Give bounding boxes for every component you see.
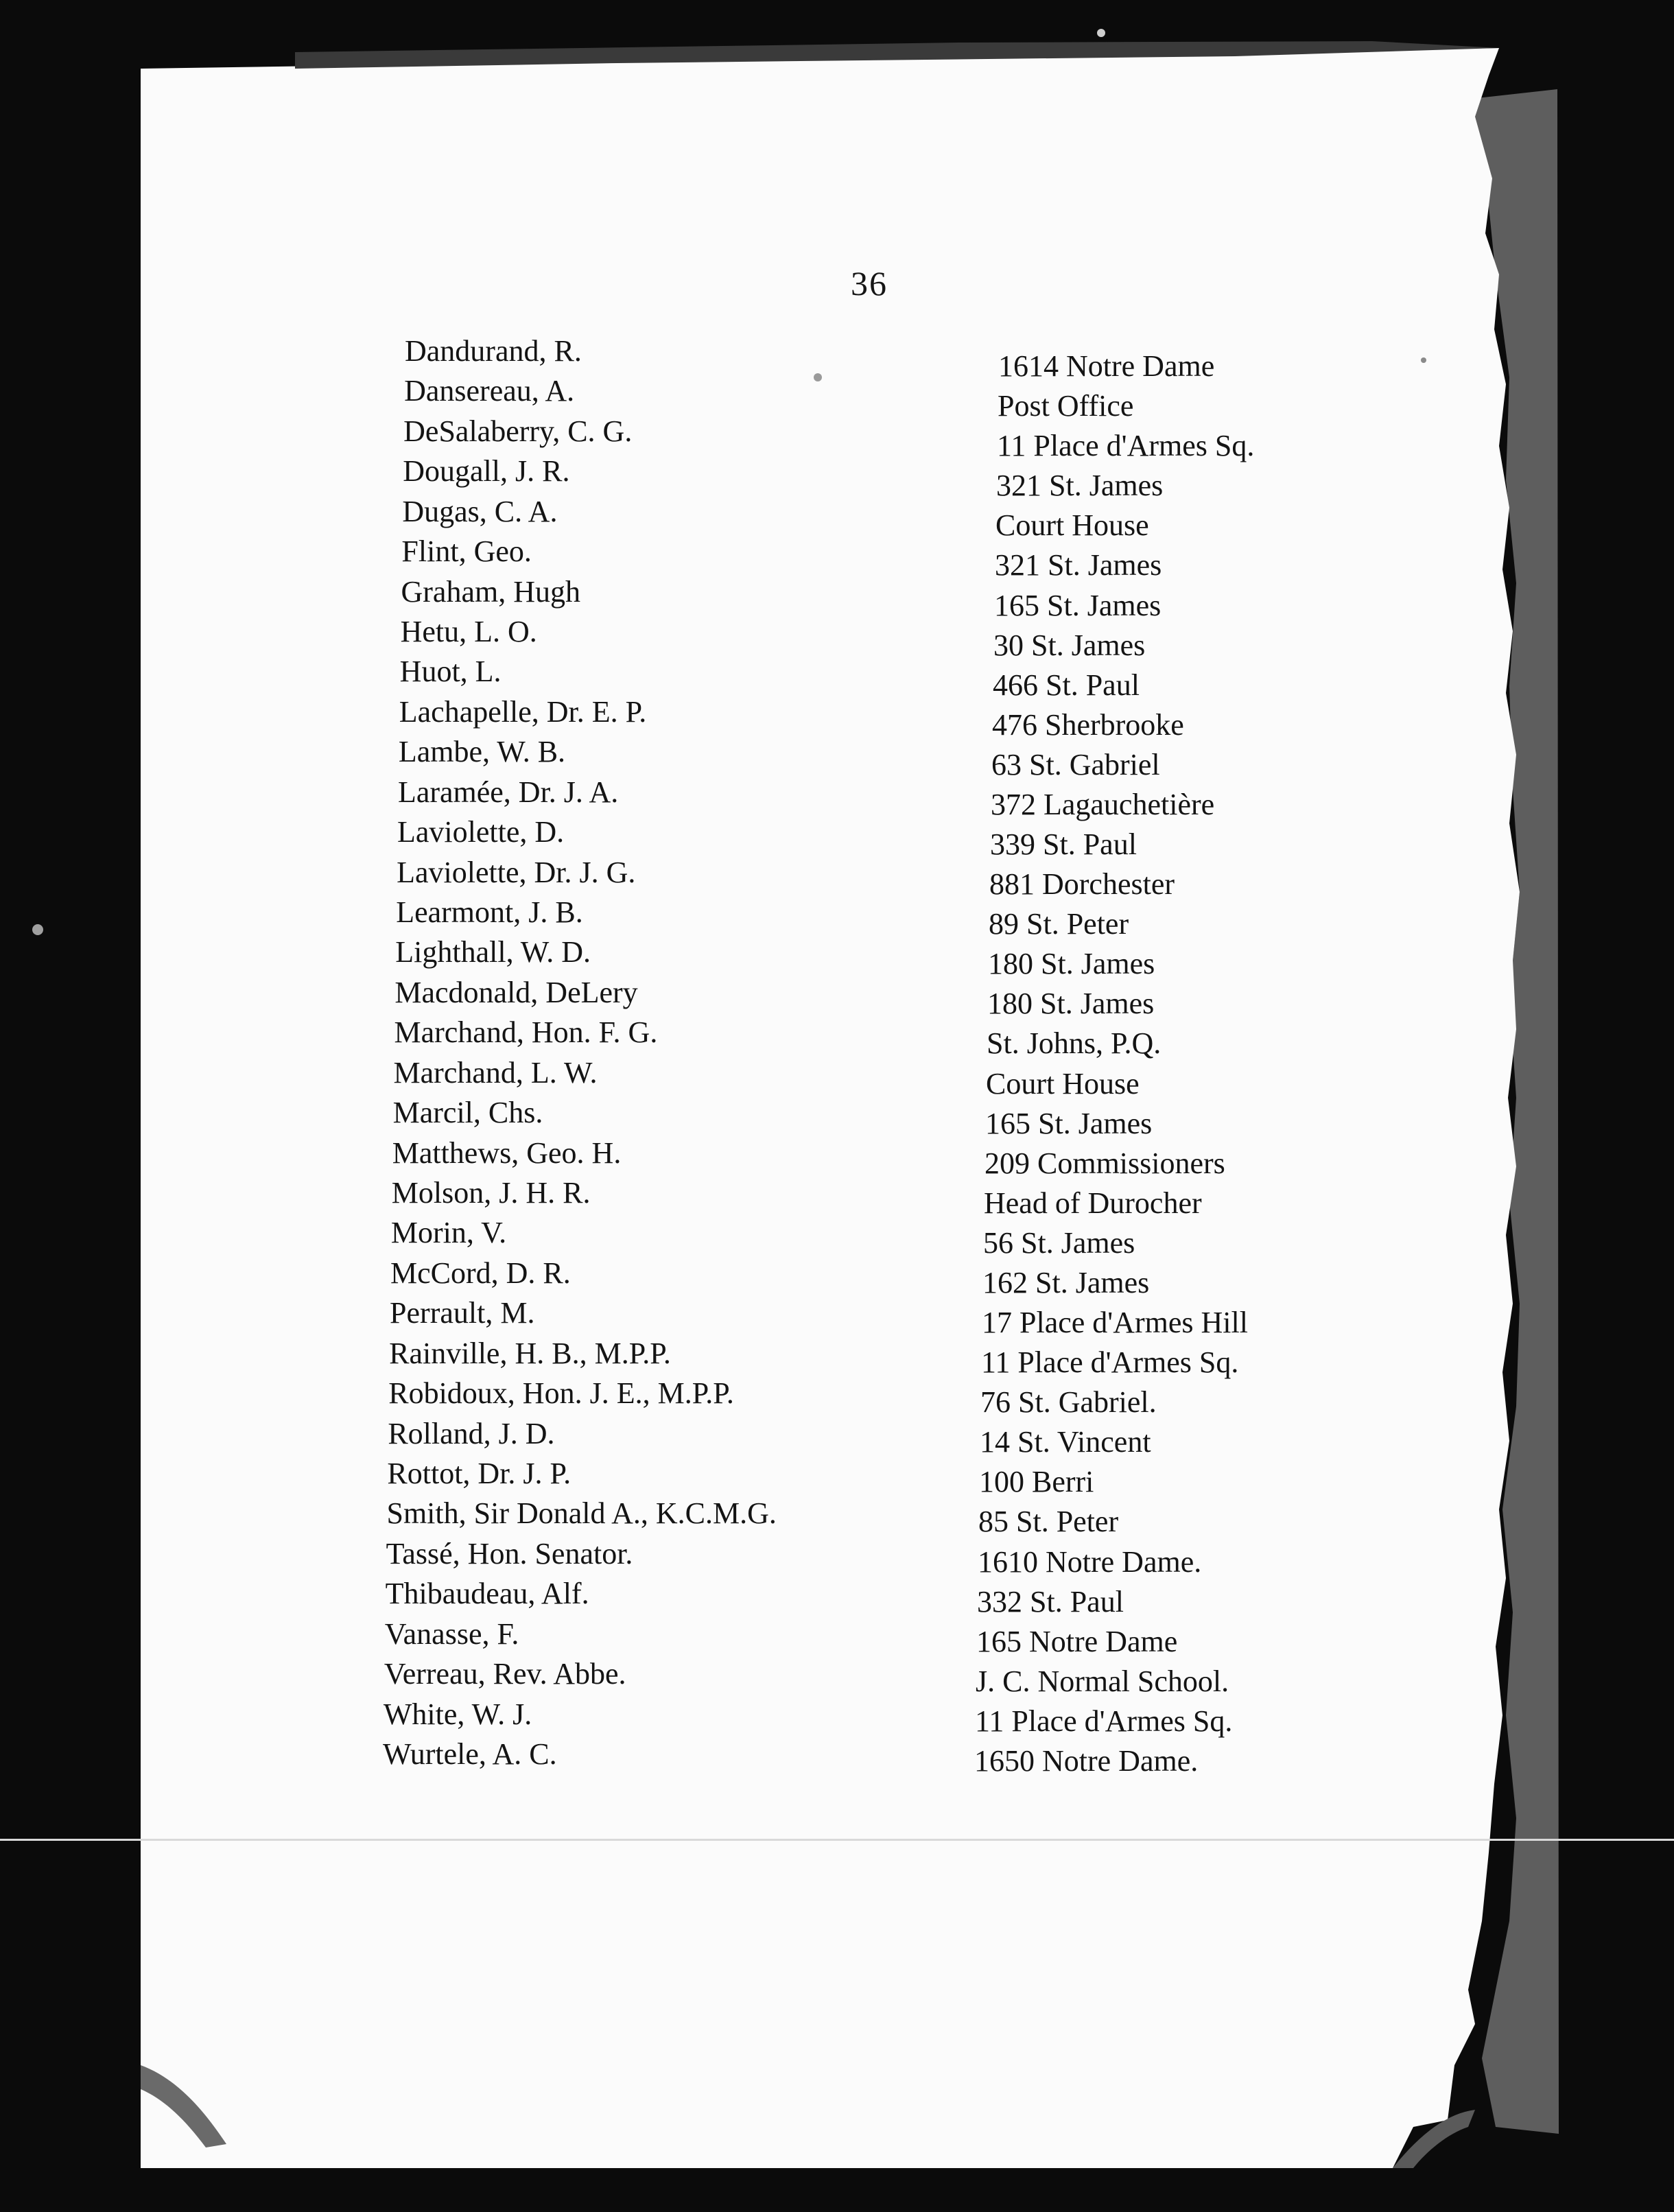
entry-address: Court House [995,508,1149,543]
entry-name: White, W. J. [383,1697,532,1731]
entry-name: Hetu, L. O. [400,615,537,648]
entry-name: Macdonald, DeLery [394,975,638,1009]
entry-address: 321 St. James [995,548,1162,583]
entry-name: Lighthall, W. D. [395,935,591,969]
entry-address: 11 Place d'Armes Sq. [975,1704,1233,1738]
entry-address: 165 Notre Dame [976,1624,1178,1658]
entry-address: 209 Commissioners [985,1146,1225,1180]
entry-address: 1650 Notre Dame. [974,1744,1199,1778]
entry-address: 1610 Notre Dame. [978,1544,1202,1579]
entry-address: 100 Berri [979,1465,1094,1499]
entry-name: Vanasse, F. [384,1616,519,1651]
entry-name: Dandurand, R. [405,334,582,368]
entry-address: 332 St. Paul [977,1584,1124,1619]
entry-address: Post Office [998,389,1134,423]
entry-name: Smith, Sir Donald A., K.C.M.G. [386,1496,777,1531]
entry-name: Laviolette, Dr. J. G. [397,855,636,889]
entry-address: 165 St. James [985,1106,1153,1140]
entry-address: 339 St. Paul [990,827,1137,862]
entry-address: 17 Place d'Armes Hill [982,1306,1248,1340]
entry-address: 881 Dorchester [989,867,1175,902]
entry-address: 476 Sherbrooke [992,707,1184,742]
entry-name: Dougall, J. R. [403,454,570,489]
entry-address: 180 St. James [988,947,1155,981]
entry-name: Rottot, Dr. J. P. [387,1457,571,1490]
entry-name: Verreau, Rev. Abbe. [384,1657,626,1691]
entry-name: Learmont, J. B. [396,895,583,929]
entry-name: Matthews, Geo. H. [392,1136,622,1170]
entry-address: 56 St. James [983,1225,1135,1260]
entry-name: Laramée, Dr. J. A. [397,775,619,809]
entry-address: 11 Place d'Armes Sq. [981,1345,1239,1380]
entry-name: Thibaudeau, Alf. [385,1577,589,1611]
entry-name: Marchand, L. W. [393,1055,598,1090]
entry-name: Robidoux, Hon. J. E., M.P.P. [388,1376,734,1411]
entry-name: Wurtele, A. C. [383,1737,557,1771]
entry-name: Lachapelle, Dr. E. P. [399,694,647,729]
entry-name: DeSalaberry, C. G. [403,414,633,448]
entry-name: Graham, Hugh [401,574,580,609]
entry-address: 165 St. James [994,588,1162,622]
entry-address: 89 St. Peter [989,907,1129,941]
entry-address: 1614 Notre Dame [998,349,1215,383]
entry-name: Tassé, Hon. Senator. [386,1536,633,1570]
entry-address: 14 St. Vincent [980,1425,1151,1459]
entry-name: Dansereau, A. [404,374,575,408]
entry-address: 372 Lagauchetière [991,787,1215,821]
entry-name: Flint, Geo. [401,534,532,569]
entry-name: McCord, D. R. [390,1256,571,1290]
entry-address: 321 St. James [996,469,1164,503]
entry-address: 76 St. Gabriel. [980,1385,1157,1420]
entry-name: Rolland, J. D. [388,1416,555,1450]
entry-address: J. C. Normal School. [976,1664,1229,1698]
entry-address: 30 St. James [993,628,1146,662]
entry-name: Morin, V. [390,1216,507,1250]
entry-address: 180 St. James [987,987,1155,1021]
entry-address: Court House [986,1066,1140,1101]
entry-name: Rainville, H. B., M.P.P. [389,1336,671,1370]
entry-name: Perrault, M. [390,1296,535,1330]
entry-address: 11 Place d'Armes Sq. [997,429,1255,463]
entry-name: Lambe, W. B. [398,735,566,769]
entry-address: 85 St. Peter [978,1505,1119,1539]
page-number: 36 [851,264,888,303]
entry-address: St. Johns, P.Q. [987,1026,1162,1061]
entry-name: Molson, J. H. R. [391,1176,591,1210]
entry-name: Marcil, Chs. [392,1096,543,1130]
entry-address: Head of Durocher [984,1186,1202,1220]
entry-address: 63 St. Gabriel [991,747,1160,781]
entry-name: Dugas, C. A. [402,494,558,528]
entry-address: 466 St. Paul [993,668,1140,702]
entry-name: Laviolette, D. [397,815,565,849]
entry-name: Huot, L. [399,655,502,689]
entry-address: 162 St. James [982,1265,1150,1299]
entry-name: Marchand, Hon. F. G. [394,1015,658,1050]
